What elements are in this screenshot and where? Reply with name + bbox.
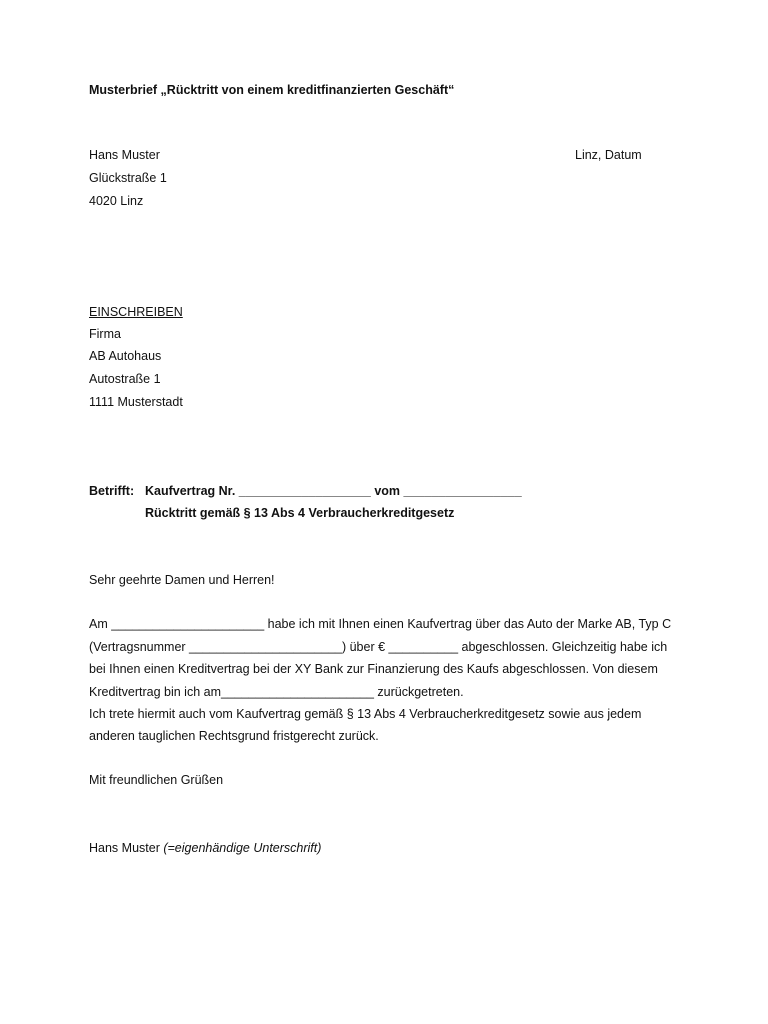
sender-name: Hans Muster	[89, 148, 160, 162]
signature-note: (=eigenhändige Unterschrift)	[163, 841, 322, 855]
subject-label: Betrifft:	[89, 484, 135, 498]
recipient-street: Autostraße 1	[89, 372, 161, 386]
recipient-label: Firma	[89, 327, 121, 341]
document-title: Musterbrief „Rücktritt von einem kreditfinanzierten Geschäft“	[89, 83, 455, 97]
subject-line-1: Kaufvertrag Nr. ___________________ vom _________________	[145, 484, 522, 498]
subject-line-2: Rücktritt gemäß § 13 Abs 4 Verbraucherkreditgesetz	[145, 506, 455, 520]
closing: Mit freundlichen Grüßen	[89, 773, 224, 787]
body-line: Kreditvertrag bin ich am______________________ zurückgetreten.	[89, 685, 464, 699]
signature-name: Hans Muster	[89, 841, 160, 855]
sender-street: Glückstraße 1	[89, 171, 167, 185]
signature	[89, 840, 321, 856]
salutation: Sehr geehrte Damen und Herren!	[89, 573, 275, 587]
delivery-method: EINSCHREIBEN	[89, 305, 183, 319]
recipient-city: 1111 Musterstadt	[89, 395, 183, 409]
body-line: bei Ihnen einen Kreditvertrag bei der XY Bank zur Finanzierung des Kaufs abgeschlossen. Von diesem	[89, 662, 658, 676]
body-line: (Vertragsnummer ______________________) über € __________ abgeschlossen. Gleichzeitig habe ich	[89, 640, 668, 654]
recipient-company: AB Autohaus	[89, 349, 162, 363]
body-line: anderen tauglichen Rechtsgrund fristgerecht zurück.	[89, 729, 379, 743]
sender-city: 4020 Linz	[89, 194, 144, 208]
body-line: Am ______________________ habe ich mit Ihnen einen Kaufvertrag über das Auto der Marke AB, Typ C	[89, 617, 672, 631]
body-line: Ich trete hiermit auch vom Kaufvertrag gemäß § 13 Abs 4 Verbraucherkreditgesetz sowie aus jedem	[89, 707, 642, 721]
place-date: Linz, Datum	[575, 148, 642, 162]
